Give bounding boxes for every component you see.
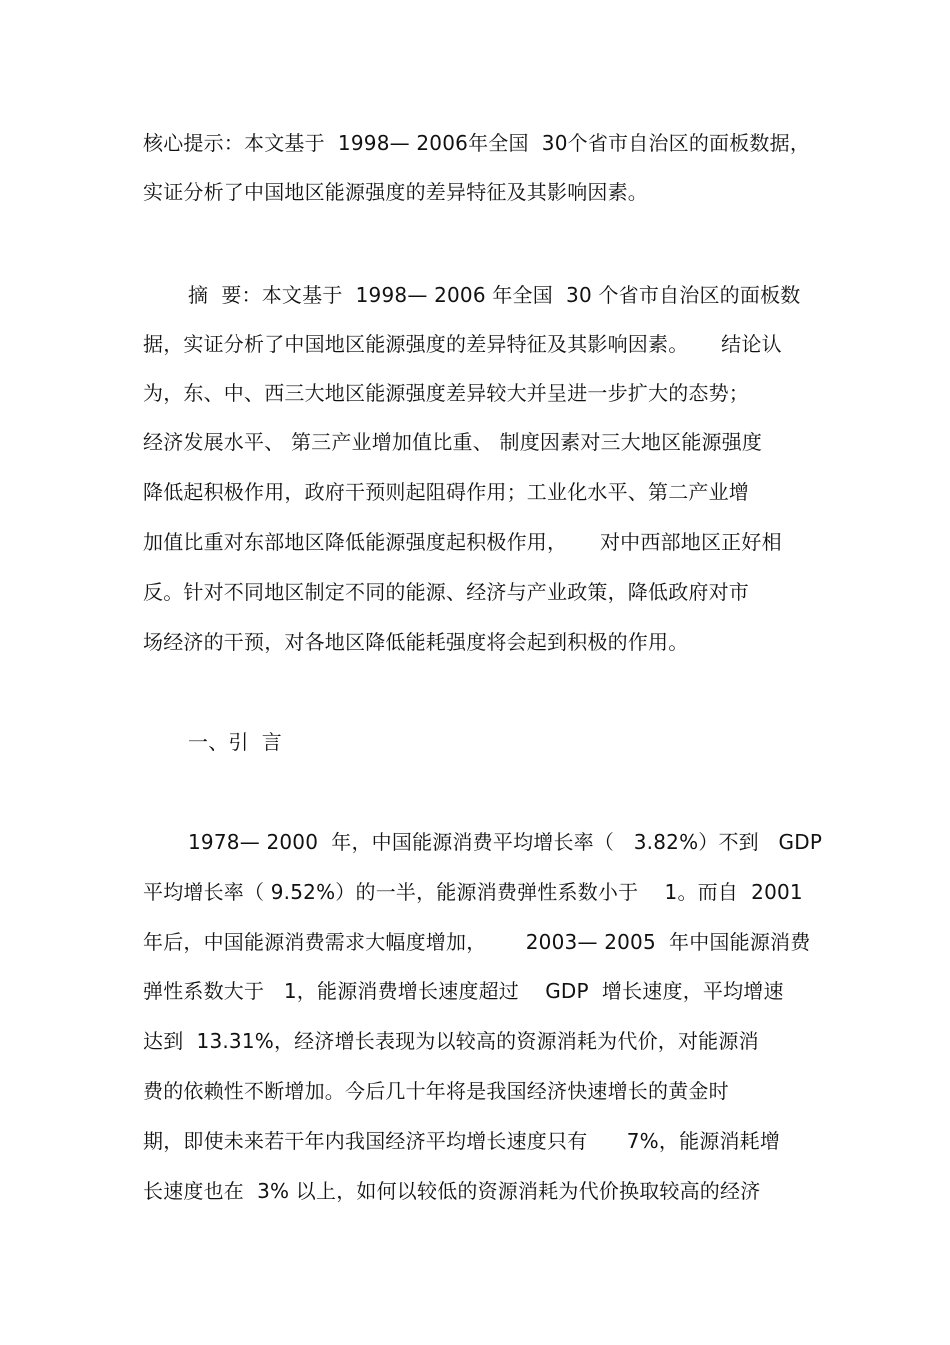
abstract-line-6: 加值比重对东部地区降低能源强度起积极作用， 对中西部地区正好相 bbox=[143, 530, 782, 554]
highlight-line-2: 实证分析了中国地区能源强度的差异特征及其影响因素。 bbox=[143, 180, 648, 204]
abstract-line-5: 降低起积极作用，政府干预则起阻碍作用；工业化水平、第二产业增 bbox=[143, 480, 749, 504]
abstract-line-8: 场经济的干预，对各地区降低能耗强度将会起到积极的作用。 bbox=[143, 630, 689, 654]
intro-line-5: 达到 13.31%，经济增长表现为以较高的资源消耗为代价，对能源消 bbox=[143, 1029, 759, 1053]
abstract-line-2: 据，实证分析了中国地区能源强度的差异特征及其影响因素。 结论认 bbox=[143, 332, 782, 356]
intro-line-1: 1978— 2000 年，中国能源消费平均增长率（ 3.82%）不到 GDP bbox=[188, 830, 823, 854]
intro-line-2: 平均增长率（ 9.52%）的一半，能源消费弹性系数小于 1。而自 2001 bbox=[143, 880, 803, 904]
intro-line-3: 年后，中国能源消费需求大幅度增加， 2003— 2005 年中国能源消费 bbox=[143, 930, 811, 954]
abstract-line-1: 摘 要：本文基于 1998— 2006 年全国 30 个省市自治区的面板数 bbox=[188, 283, 801, 307]
abstract-line-3: 为，东、中、西三大地区能源强度差异较大并呈进一步扩大的态势； bbox=[143, 381, 749, 405]
intro-line-7: 期，即使未来若干年内我国经济平均增长速度只有 7%，能源消耗增 bbox=[143, 1129, 781, 1153]
abstract-line-4: 经济发展水平、 第三产业增加值比重、 制度因素对三大地区能源强度 bbox=[143, 430, 763, 454]
intro-line-6: 费的依赖性不断增加。今后几十年将是我国经济快速增长的黄金时 bbox=[143, 1079, 729, 1103]
section-heading: 一、引 言 bbox=[188, 730, 282, 754]
intro-line-8: 长速度也在 3% 以上，如何以较低的资源消耗为代价换取较高的经济 bbox=[143, 1179, 761, 1203]
highlight-line-1: 核心提示：本文基于 1998— 2006年全国 30个省市自治区的面板数据， bbox=[143, 131, 811, 155]
intro-line-4: 弹性系数大于 1，能源消费增长速度超过 GDP 增长速度，平均增速 bbox=[143, 979, 784, 1003]
abstract-line-7: 反。针对不同地区制定不同的能源、经济与产业政策，降低政府对市 bbox=[143, 580, 749, 604]
